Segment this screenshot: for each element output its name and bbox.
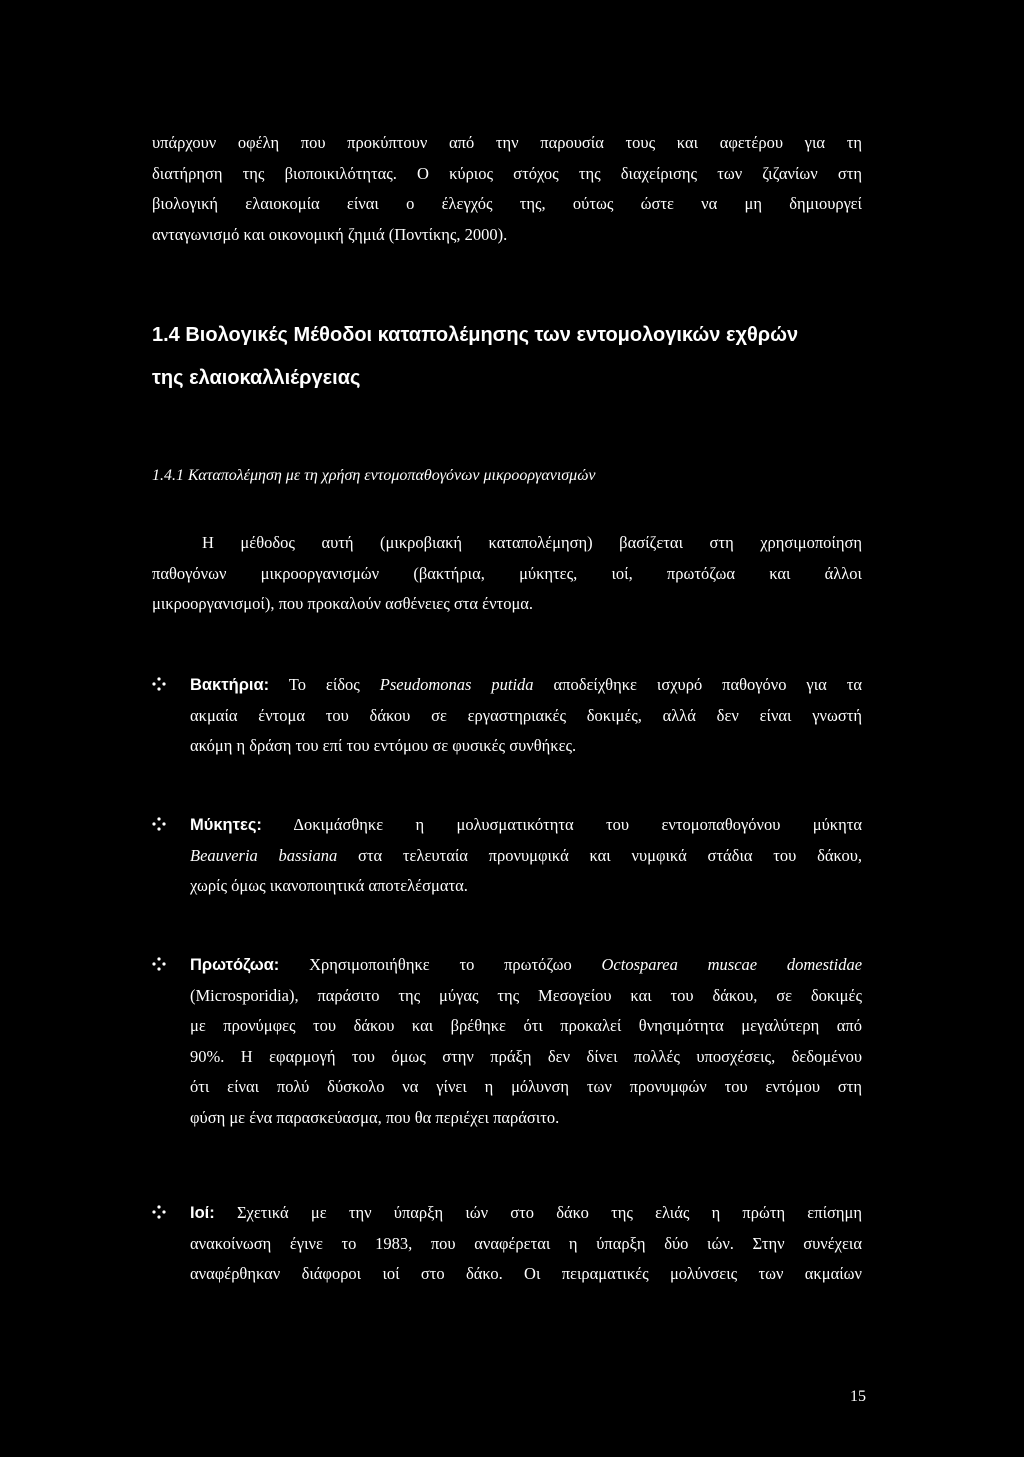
bullet-line: Ιοί: Σχετικά με την ύπαρξη ιών στο δάκο της ελιάς η πρώτη επίσημη (190, 1203, 863, 1222)
bullet-line: χωρίς όμως ικανοποιητικά αποτελέσματα. (190, 876, 468, 895)
paragraph-line: διατήρηση της βιοποικιλότητας. Ο κύριος στόχος της διαχείρισης των ζιζανίων στη (152, 163, 862, 183)
paragraph-line: ανταγωνισμό και οικονομική ζημιά (Ποντίκης, 2000). (152, 224, 508, 244)
bullet-line: Πρωτόζωα: Χρησιμοποιήθηκε το πρωτόζωο Octosparea muscae domestidae (190, 955, 863, 974)
bullet-line: Beauveria bassiana στα τελευταία προνυμφικά και νυμφικά στάδια του δάκου, (190, 845, 862, 865)
diamond-bullet-icon (152, 677, 166, 691)
bullet-line: Μύκητες: Δοκιμάσθηκε η μολυσματικότητα του εντομοπαθογόνου μύκητα (190, 815, 863, 834)
paragraph-line: μικροοργανισμοί), που προκαλούν ασθένειες στα έντομα. (152, 594, 534, 613)
bullet-line: ακμαία έντομα του δάκου σε εργαστηριακές δοκιμές, αλλά δεν είναι γνωστή (190, 705, 862, 725)
bullet-line: ακόμη η δράση του επί του εντόμου σε φυσικές συνθήκες. (190, 736, 577, 755)
bullet-line: (Microsporidia), παράσιτο της μύγας της Μεσογείου και του δάκου, σε δοκιμές (190, 985, 862, 1005)
paragraph-line: παθογόνων μικροοργανισμών (βακτήρια, μύκητες, ιοί, πρωτόζωα και άλλοι (152, 563, 862, 583)
section-heading (152, 314, 867, 400)
bullet-label: Βακτήρια: (190, 676, 270, 694)
bullet-line: φύση με ένα παρασκεύασμα, που θα περιέχει παράσιτο. (190, 1107, 560, 1127)
section-heading-line2: της ελαιοκαλλιέργειας (152, 367, 361, 389)
bullet-line: Βακτήρια: Το είδος Pseudomonas putida αποδείχθηκε ισχυρό παθογόνο για τα (190, 675, 863, 694)
diamond-bullet-icon (152, 1205, 166, 1219)
bullet-line: αναφέρθηκαν διάφοροι ιοί στο δάκο. Οι πειραματικές μολύνσεις των ακμαίων (190, 1264, 862, 1283)
species-name: Beauveria bassiana (190, 845, 338, 865)
bullet-line: 90%. Η εφαρμογή του όμως στην πράξη δεν δίνει πολλές υποσχέσεις, δεδομένου (190, 1046, 862, 1066)
species-name: Pseudomonas putida (379, 675, 534, 694)
intro-paragraph (152, 128, 862, 250)
bullet-line: ανακοίνωση έγινε το 1983, που αναφέρεται η ύπαρξη δύο ιών. Στην συνέχεια (190, 1233, 862, 1253)
diamond-bullet-icon (152, 957, 166, 971)
subsection-heading: 1.4.1 Καταπολέμηση με τη χρήση εντομοπαθογόνων μικροοργανισμών (152, 467, 596, 484)
paragraph-line: βιολογική ελαιοκομία είναι ο έλεγχός της, ούτως ώστε να μη δημιουργεί (152, 194, 862, 213)
species-name: Octosparea muscae domestidae (601, 955, 863, 974)
paragraph-line: υπάρχουν οφέλη που προκύπτουν από την παρουσία τους και αφετέρου για τη (152, 133, 862, 152)
page-number: 15 (850, 1388, 866, 1405)
paragraph-line: Η μέθοδος αυτή (μικροβιακή καταπολέμηση) βασίζεται στη χρησιμοποίηση (202, 533, 862, 552)
bullet-label: Μύκητες: (190, 816, 262, 834)
diamond-bullet-icon (152, 817, 166, 831)
bullet-label: Ιοί: (190, 1204, 215, 1222)
bullet-text (190, 950, 862, 1133)
bullet-line: ότι είναι πολύ δύσκολο να γίνει η μόλυνση των προνυμφών του εντόμου στη (190, 1077, 862, 1096)
bullet-label: Πρωτόζωα: (190, 956, 280, 974)
bullet-line: με προνύμφες του δάκου και βρέθηκε ότι προκαλεί θνησιμότητα μεγαλύτερη από (190, 1016, 862, 1035)
bullet-text (190, 810, 862, 902)
section-heading-line1: 1.4 Βιολογικές Μέθοδοι καταπολέμησης των εντομολογικών εχθρών (152, 324, 799, 346)
method-paragraph (152, 528, 862, 620)
bullet-text (190, 1198, 862, 1290)
bullet-text (190, 670, 862, 762)
